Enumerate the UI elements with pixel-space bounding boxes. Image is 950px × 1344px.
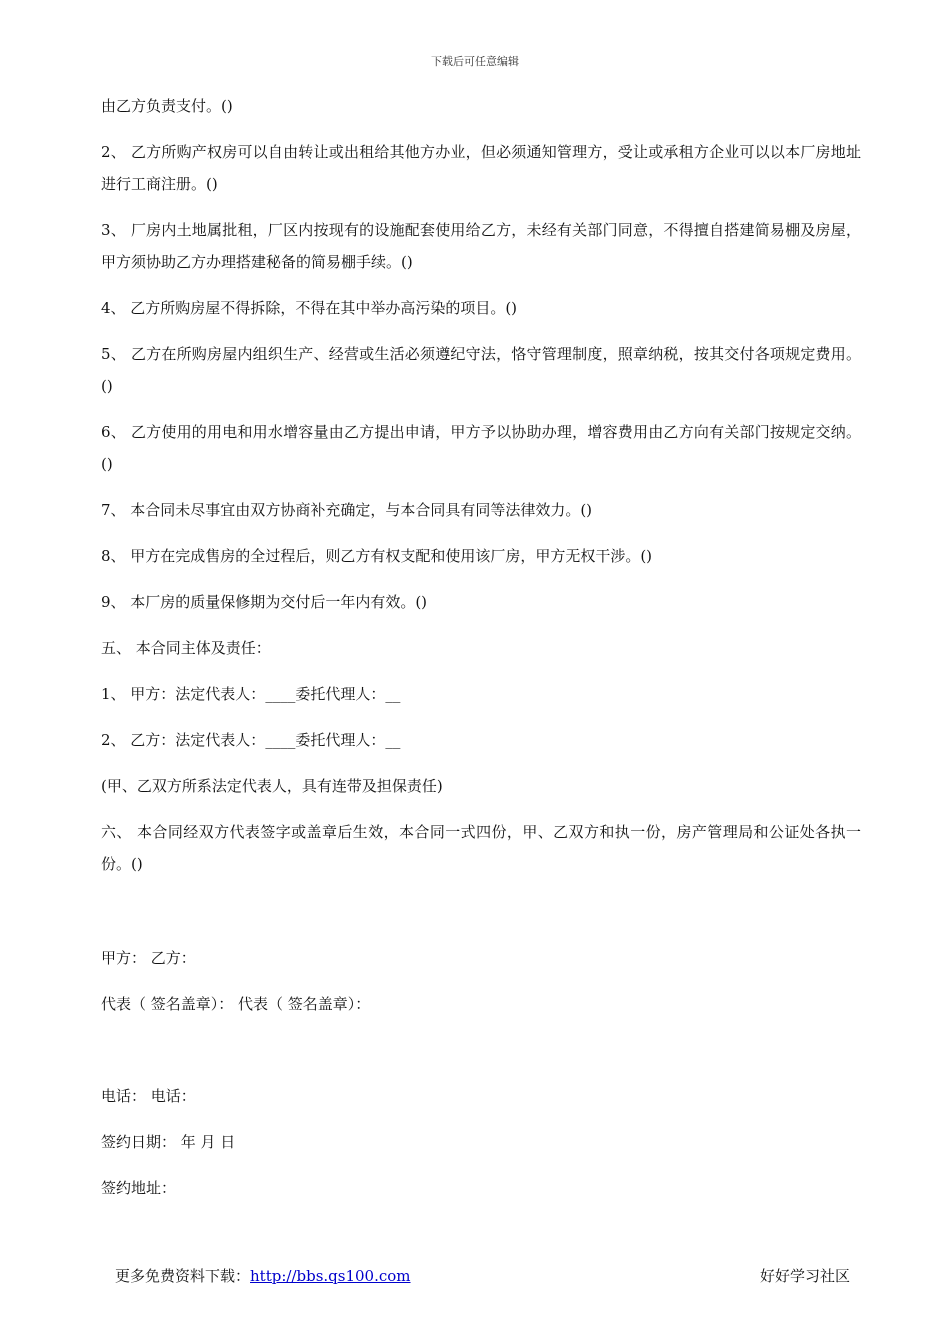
- clause-2: 2、 乙方所购产权房可以自由转让或出租给其他方办业，但必须通知管理方，受让或承租方企业可以以本厂房地址进行工商注册。(): [101, 143, 861, 193]
- spacer: [101, 1034, 861, 1080]
- paragraph: 由乙方负责支付。(): [101, 97, 233, 115]
- footer-right: 好好学习社区: [759, 1267, 850, 1285]
- party-b-line: 2、 乙方：法定代表人：____委托代理人：__: [101, 731, 401, 749]
- clause-8: 8、 甲方在完成售房的全过程后，则乙方有权支配和使用该厂房，甲方无权干涉。(): [101, 547, 653, 565]
- page-footer: [115, 1265, 850, 1286]
- contract-body: [101, 90, 861, 1218]
- signature-representatives: 代表（ 签名盖章）： 代表（ 签名盖章）：: [101, 995, 371, 1013]
- signature-phones: 电话： 电话：: [101, 1087, 196, 1105]
- footer-prefix: 更多免费资料下载：: [115, 1267, 251, 1285]
- page-header: 下载后可任意编辑: [431, 55, 519, 68]
- clause-7: 7、 本合同未尽事宜由双方协商补充确定，与本合同具有同等法律效力。(): [101, 501, 593, 519]
- party-a-line: 1、 甲方：法定代表人：____委托代理人：__: [101, 685, 401, 703]
- signature-parties: 甲方： 乙方：: [101, 949, 196, 967]
- clause-3: 3、 厂房内土地属批租，厂区内按现有的设施配套使用给乙方，未经有关部门同意，不得擅自搭建简易棚及房屋，甲方须协助乙方办理搭建秘备的简易棚手续。(): [101, 221, 861, 271]
- spacer: [101, 894, 861, 942]
- clause-4: 4、 乙方所购房屋不得拆除，不得在其中举办高污染的项目。(): [101, 299, 518, 317]
- signature-address: 签约地址：: [101, 1179, 177, 1197]
- signature-date: 签约日期： 年 月 日: [101, 1133, 236, 1151]
- clause-5: 5、 乙方在所购房屋内组织生产、经营或生活必须遵纪守法，恪守管理制度，照章纳税，按其交付各项规定费用。(): [101, 345, 861, 395]
- footer-left: [115, 1265, 411, 1286]
- section-6-text: 六、 本合同经双方代表签字或盖章后生效，本合同一式四份，甲、乙双方和执一份，房产管理局和公证处各执一份。(): [101, 823, 861, 873]
- liability-note: (甲、乙双方所系法定代表人，具有连带及担保责任): [101, 777, 443, 795]
- clause-6: 6、 乙方使用的用电和用水增容量由乙方提出申请，甲方予以协助办理，增容费用由乙方向有关部门按规定交纳。(): [101, 423, 861, 473]
- section-5-heading: 五、 本合同主体及责任：: [101, 639, 271, 657]
- footer-link[interactable]: http://bbs.qs100.com: [250, 1267, 411, 1285]
- clause-9: 9、 本厂房的质量保修期为交付后一年内有效。(): [101, 593, 428, 611]
